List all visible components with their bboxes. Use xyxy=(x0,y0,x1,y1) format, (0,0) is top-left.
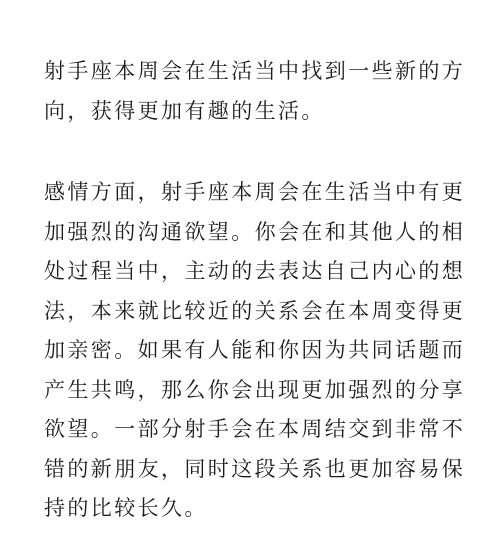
text-line: 向，获得更加有趣的生活。 xyxy=(44,98,325,123)
text-line: 欲望。一部分射手会在本周结交到非常不 xyxy=(44,417,466,441)
text-line: 持的比较长久。 xyxy=(44,496,208,520)
text-line: 处过程当中，主动的去表达自己内心的想 xyxy=(44,259,466,283)
text-line: 产生共鸣，那么你会出现更加强烈的分享 xyxy=(44,377,466,402)
text-line: 法，本来就比较近的关系会在本周变得更 xyxy=(44,298,466,323)
text-line: 加强烈的沟通欲望。你会在和其他人的相 xyxy=(44,219,466,244)
paragraph-love xyxy=(44,173,474,529)
text-line: 错的新朋友，同时这段关系也更加容易保 xyxy=(44,456,466,481)
text-line: 感情方面，射手座本周会在生活当中有更 xyxy=(44,180,466,204)
text-line: 射手座本周会在生活当中找到一些新的方 xyxy=(44,59,466,83)
paragraph-intro xyxy=(44,52,474,131)
text-line: 加亲密。如果有人能和你因为共同话题而 xyxy=(44,338,466,362)
